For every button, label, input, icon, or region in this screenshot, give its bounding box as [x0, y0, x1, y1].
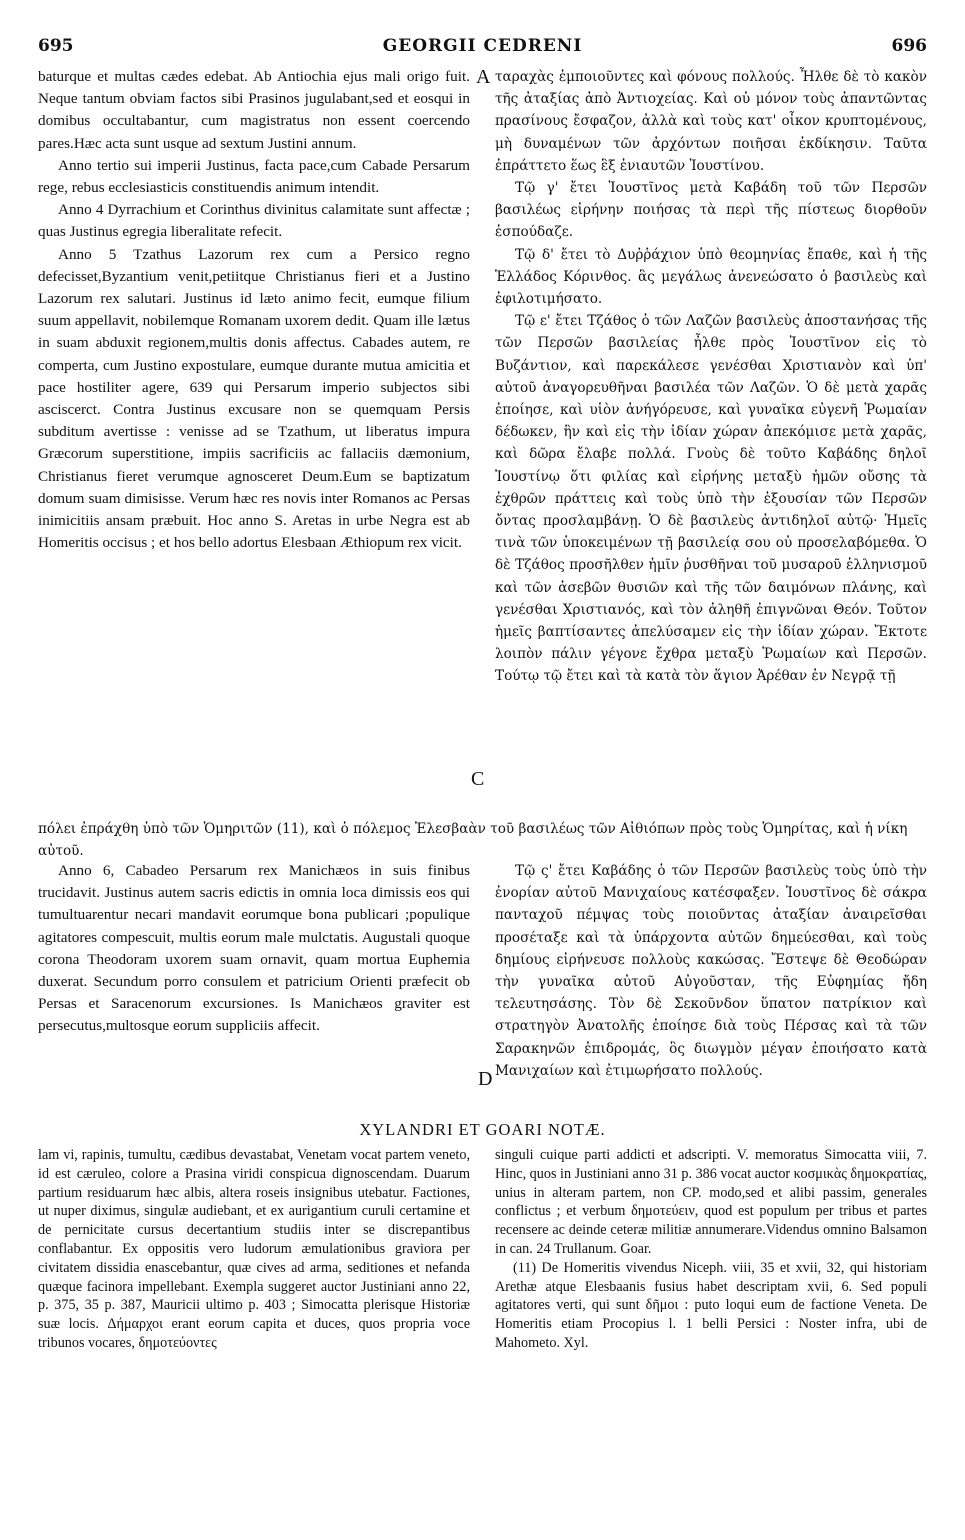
note-paragraph: singuli cuique parti addicti et adscripti. V. memoratus Simocatta viii, 7. Hinc, quos in Justiniani anno 31 p. 386 vocat auctor κοσμικὰς δημοκρατίας, unius in alteram partem, non CP. modo,sed et alibi passim, generales conflictus ; et verbum δημοτεύειν, quod est populum per tribus et partes recensere ac deinde ceteræ militiæ annumerare.Videndus omnino Balsamon in can. 24 Trullanum. Goar. [495, 1147, 928, 1257]
greek-paragraph: ταραχὰς ἐμποιοῦντες καὶ φόνους πολλούς. Ἦλθε δὲ τὸ κακὸν τῆς ἀταξίας ἀπὸ Ἀντιοχείας. Καὶ οὐ μόνον τοὺς ἀπαντῶντας πρασίνους ἔσφαζον, ἀλλὰ καὶ τοὺς κατ' οἶκον κρυπτομένους, μὴ δυναμένων τῶν ἀρχόντων ποιῆσαι ἐκδίκησιν. Ταῦτα ἐπράττετο ἕως ἓξ ἐνιαυτῶν Ἰουστίνου. [495, 69, 927, 174]
greek-paragraph: Τῷ ς' ἔτει Καβάδης ὁ τῶν Περσῶν βασιλεὺς τοὺς ὑπὸ τὴν ἐνορίαν αὐτοῦ Μανιχαίους κατέσφαξεν. Ἰουστῖνος δὲ σάκρα πανταχοῦ πέμψας τοὺς ποιοῦντας ἀταξίαν ἀναιρεῖσθαι προσέταξε καὶ τὰ ὑπάρχοντα αὐτῶν δημεύεσθαι, καὶ τοὺς δημίους εἰρήνευσε πολλοὺς κακώσας. Ἔστεψε δὲ Θεοδώραν τὴν γυναῖκα αὐτοῦ Αὐγοῦσταν, τῆς Εὐφημίας ἤδη τελευτησάσης. Τὸν δὲ Σεκοῦνδον ὕπατον πατρίκιον καὶ στρατηγὸν Ἀνατολῆς ἐποίησε διὰ τοὺς Πέρσας καὶ τὰ τῶν Σαρακηνῶν ἐπιδρομάς, ὃς διωγμὸν μέγαν ἐποιήσατο κατὰ Μανιχαίων καὶ ἐτιμωρήσατο πολλούς. [495, 863, 927, 1079]
margin-letter-c: C [471, 768, 485, 790]
notes-title: XYLANDRI ET GOARI NOTÆ. [359, 1120, 606, 1139]
page-number-right: 696 [891, 36, 927, 56]
latin-paragraph: Anno 5 Tzathus Lazorum rex cum a Persico regno defecisset,Byzantium venit,petiitque Christianus fieri et a Justino Lazorum rex salutari. Justinus id læto animo fecit, eumque filium suum appellavit, nobilemque Romanam uxorem dedit. Quam ille lætus in suam abduxit regionem,multis donis affectus. Cabades autem, re comperta, cum Justino expostulare, eumque durante mutua amicitia et pace hostiliter agere, 639 qui Persarum imperio subjectos sibi asciscerct. Contra Justinus excusare non se quemquam Persis subditum avertisse : venisse ad se Tzathum, ut liberatus impura Græcorum superstitione, impiis sacrificiis ac fallaciis dæmonium, Christianus fieret verumque agnosceret Deum.Eum se baptizatum domum suam dimisisse. Verum hæc res novis inter Romanos ac Persas inimicitiis ansam præbuit. Hoc anno S. Aretas in urbe Negra est ab Homeritis occisus ; et hos bello adortus Elesbaan Æthiopum rex vicit. [38, 245, 470, 552]
latin-column-bottom [38, 860, 470, 1110]
page-number-left: 695 [38, 36, 74, 56]
notes-column-right [495, 1146, 927, 1526]
running-title: GEORGII CEDRENI [382, 36, 583, 56]
latin-paragraph: baturque et multas cædes edebat. Ab Antiochia ejus mali origo fuit. Neque tantum obviam factos sibi Prasinos jugulabant,sed et eosqui in domibus occultabantur, cum magistratus non essent coercendo pares.Hæc acta sunt usque ad sextum Justini annum. [38, 68, 470, 152]
greek-paragraph: Τῷ ε' ἔτει Τζάθος ὁ τῶν Λαζῶν βασιλεὺς ἀποστανήσας τῆς τῶν Περσῶν βασιλείας ἦλθε πρὸς Ἰουστῖνον εἰς τὸ Βυζάντιον, καὶ παρεκάλεσε γενέσθαι Χριστιανὸν καὶ ὑπ' αὐτοῦ ἀναγορευθῆναι βασιλέα τῶν Λαζῶν. Ὁ δὲ μετὰ χαρᾶς ἐποίησε, καὶ υἱὸν ἀνήγόρευσε, καὶ γυναῖκα εὐγενῆ Ῥωμαίαν δέδωκεν, ἣν καὶ εἰς τὴν ἰδίαν χώραν ἀπεκόμισε μετὰ χαρᾶς, καὶ δῶρα ἔλαβε πολλά. Γνοὺς δὲ τοῦτο Καβάδης δηλοῖ Ἰουστίνῳ ὅτι φιλίας καὶ εἰρήνης μεταξὺ ἡμῶν οὔσης τὰ ἐχθρῶν πράττεις καὶ τοὺς ὑπὸ τὴν ἐξουσίαν τῶν Περσῶν ὄντας προσλαμβάνῃ. Ὁ δὲ βασιλεὺς ἀντιδηλοῖ αὐτῷ· Ἡμεῖς τινὰ τῶν ὑποκειμένων τῇ βασιλείᾳ σου οὐ προσελαβόμεθα. Ὁ δὲ Τζάθος προσῆλθεν ἡμῖν ῥυσθῆναι τοῦ μυσαροῦ ἑλληνισμοῦ καὶ τῶν ἀσεβῶν θυσιῶν καὶ τῆς τῶν δαιμόνων πλάνης, καὶ γενέσθαι Χριστιανός, καὶ τὸν ἀληθῆ ἐπιγνῶναι Θεόν. Τοῦτον ἡμεῖς βαπτίσαντες ἀπελύσαμεν εἰς τὴν ἰδίαν χώραν. Ἔκτοτε λοιπὸν πάλιν γέγονε ἔχθρα μεταξὺ Ῥωμαίων καὶ Περσῶν. Τούτῳ τῷ ἔτει καὶ τὰ κατὰ τὸν ἅγιον Ἀρέθαν ἐν Νεγρᾷ τῇ [495, 313, 927, 685]
greek-paragraph: Τῷ δ' ἔτει τὸ Δυῤῥάχιον ὑπὸ θεομηνίας ἔπαθε, καὶ ἡ τῆς Ἑλλάδος Κόρινθος. ἃς μεγάλως ἀνενεώσατο ὁ βασιλεὺς καὶ ἐφιλοτιμήσατο. [495, 246, 927, 308]
latin-paragraph: Anno 6, Cabadeo Persarum rex Manichæos in suis finibus trucidavit. Justinus autem sacris edictis in omnia loca dimissis eos qui tumultuarentur necari mandavit eorumque bona publicari ;populique agitatores compescuit, multis eorum male mulctatis. Augustali quoque corona Theodoram uxorem suam ornavit, quam mortua Euphemia duxerat. Secundum porro consulem et patricium Orienti præfecit ob Persas et Saracenorum excursiones. Is Manichæos graviter est persecutus,multosque eorum suppliciis affecit. [38, 862, 470, 1035]
latin-paragraph: Anno tertio sui imperii Justinus, facta pace,cum Cabade Persarum rege, rebus ecclesiasticis constituendis animum intendit. [38, 156, 470, 197]
running-header [38, 36, 927, 60]
latin-paragraph: Anno 4 Dyrrachium et Corinthus divinitus calamitate sunt affectæ ; quas Justinus egregia liberalitate refecit. [38, 201, 470, 241]
note-paragraph: (11) De Homeritis vivendus Niceph. viii, 35 et xvii, 32, qui historiam Arethæ atque Elesbaanis fusius habet descriptam xvii, 6. Sed populi agitatores verti, qui sunt δῆμοι : puto loqui eum de factione Veneta. De Homeritis etiam Procopius l. 1 belli Persici : Noster infra, ubi de Mahometo. Xyl. [495, 1259, 927, 1351]
margin-letter-d: D [478, 1068, 493, 1090]
notes-column-left [38, 1146, 470, 1526]
margin-letter-a: A [476, 66, 491, 88]
greek-paragraph: Τῷ γ' ἔτει Ἰουστῖνος μετὰ Καβάδη τοῦ τῶν Περσῶν βασιλέως εἰρήνην ποιήσας τὰ περὶ τῆς πίστεως διορθοῦν ἐσπούδαζε. [495, 180, 927, 241]
latin-column-top [38, 66, 470, 816]
greek-column-top [495, 66, 927, 816]
note-paragraph: lam vi, rapinis, tumultu, cædibus devastabat, Venetam vocat partem veneto, id est cæruleo, colore a Prasina viridi conspicua dignoscendam. Duarum partium residuarum hæc albis, altera roseis insignibus utebatur. Factiones, ut nuper diximus, singulæ audiebant, et ex aurigantium curuli certamine et de pernicitate cursus decertantium studiis inter se discrepantibus conflabantur. Ex oppositis vero ludorum æmulationibus graviora per civitatem dissidia enascebantur, quæ cives ad arma, seditiones et nefanda quæque facinora impellebant. Exempla suggeret auctor Justiniani anno 22, p. 375, 35 p. 387, Mauricii ultimo p. 403 ; Simocatta plerisque Historiæ suæ locis. Δήμαρχοι erant eorum capita et duces, quos propria voce tribunos vocares, δημοτεύοντες [38, 1147, 470, 1351]
greek-column-bottom [495, 860, 927, 1110]
greek-continuation: πόλει ἐπράχθη ὑπὸ τῶν Ὁμηριτῶν (11), καὶ ὁ πόλεμος Ἐλεσβαὰν τοῦ βασιλέως τῶν Αἰθιόπων πρὸς τοὺς Ὁμηρίτας, καὶ ἡ νίκη αὐτοῦ. [38, 821, 908, 859]
